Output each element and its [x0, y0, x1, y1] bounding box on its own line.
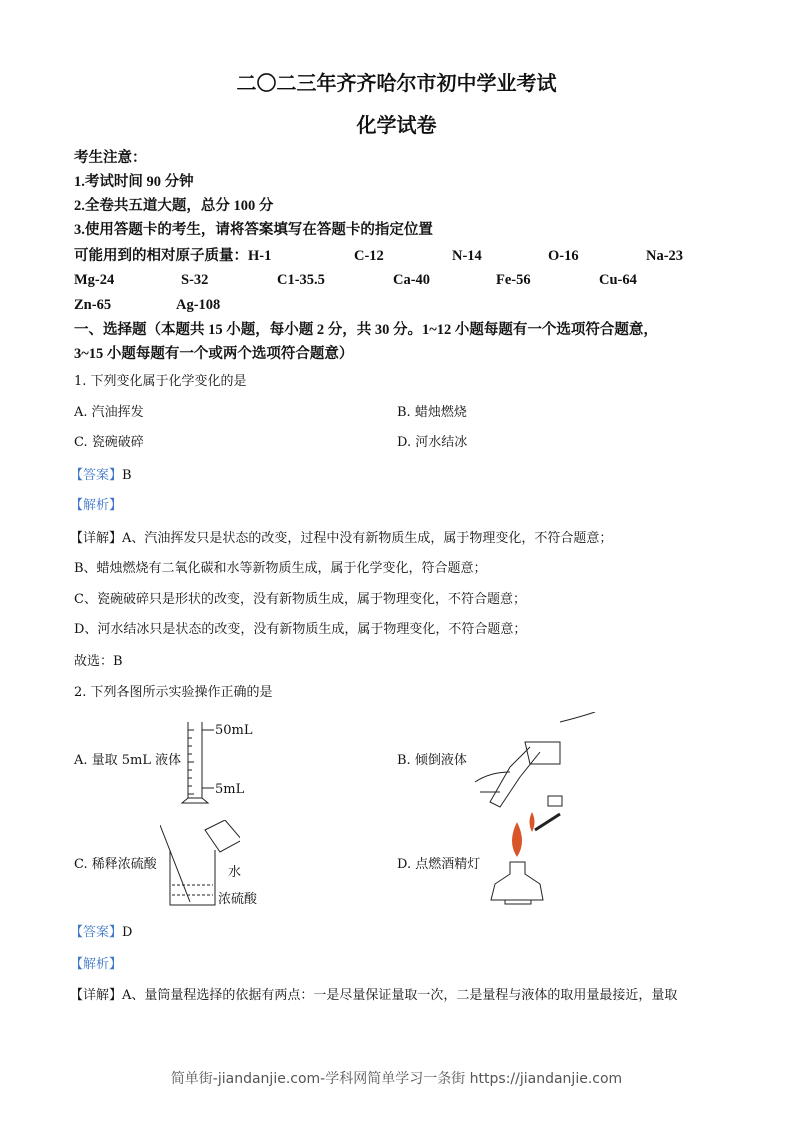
detail-text: B、蜡烛燃烧有二氧化碳和水等新物质生成，属于化学变化，符合题意；: [74, 561, 487, 576]
question-stem: 2. 下列各图所示实验操作正确的是: [74, 685, 273, 700]
fig-label: 浓硫酸: [218, 892, 258, 907]
atomic-mass: H-1: [248, 248, 272, 264]
footer-watermark: 简单街-jiandanjie.com-学科网简单学习一条街 https://jiandanjie.com: [170, 1071, 623, 1087]
pouring-liquid-figure: [470, 712, 600, 812]
atomic-mass: Zn-65: [74, 297, 112, 313]
atomic-mass: S-32: [181, 272, 209, 288]
section-heading: 一、选择题（本题共 15 小题，每小题 2 分，共 30 分。1~12 小题每题有一个选项符合题意，: [74, 322, 658, 338]
notice-heading: 考生注意：: [74, 150, 147, 166]
detail-tag: 【详解】: [70, 531, 123, 546]
atomic-mass: Cu-64: [599, 272, 637, 288]
option: B. 蜡烛燃烧: [397, 405, 467, 420]
detail-tag: 【详解】: [70, 988, 123, 1003]
question-stem: 1. 下列变化属于化学变化的是: [74, 374, 247, 389]
atomic-mass: C1-35.5: [277, 272, 325, 288]
option: D. 河水结冰: [397, 435, 468, 450]
analysis-tag: 【解析】: [70, 498, 123, 513]
answer: D: [122, 925, 133, 940]
detail-text: A、汽油挥发只是状态的改变，过程中没有新物质生成，属于物理变化，不符合题意；: [122, 531, 613, 546]
atomic-mass: C-12: [354, 248, 384, 264]
page-subtitle: 化学试卷: [356, 113, 437, 137]
section-heading: 3~15 小题每题有一个或两个选项符合题意）: [74, 346, 354, 362]
atomic-label: 可能用到的相对原子质量：: [74, 248, 248, 264]
detail-text: C、瓷碗破碎只是形状的改变，没有新物质生成，属于物理变化，不符合题意；: [74, 592, 526, 607]
option: A. 量取 5mL 液体: [74, 753, 182, 768]
page-title: 二〇二三年齐齐哈尔市初中学业考试: [236, 71, 557, 95]
notice-item: 1.考试时间 90 分钟: [74, 174, 194, 190]
option: A. 汽油挥发: [74, 405, 144, 420]
atomic-mass: Fe-56: [496, 272, 531, 288]
alcohol-lamp-figure: [485, 812, 575, 912]
detail-text: A、量筒量程选择的依据有两点：一是尽量保证量取一次，二是量程与液体的取用量最接近，量取: [122, 988, 678, 1003]
answer-tag: 【答案】: [70, 468, 123, 483]
fig-label: 5mL: [215, 782, 245, 797]
option: B. 倾倒液体: [397, 753, 467, 768]
atomic-mass: N-14: [452, 248, 482, 264]
atomic-mass: Na-23: [646, 248, 684, 264]
analysis-tag: 【解析】: [70, 957, 123, 972]
option: C. 稀释浓硫酸: [74, 857, 157, 872]
answer: B: [122, 468, 132, 483]
atomic-mass: Mg-24: [74, 272, 115, 288]
fig-label: 水: [228, 865, 242, 880]
atomic-mass: Ag-108: [176, 297, 221, 313]
fig-label: 50mL: [215, 723, 253, 738]
answer-tag: 【答案】: [70, 925, 123, 940]
atomic-mass: O-16: [548, 248, 579, 264]
conclusion: 故选：B: [74, 654, 123, 669]
option: C. 瓷碗破碎: [74, 435, 144, 450]
detail-text: D、河水结冰只是状态的改变，没有新物质生成，属于物理变化，不符合题意；: [74, 622, 527, 637]
notice-item: 3.使用答题卡的考生，请将答案填写在答题卡的指定位置: [74, 222, 433, 238]
option: D. 点燃酒精灯: [397, 857, 481, 872]
atomic-mass: Ca-40: [393, 272, 431, 288]
notice-item: 2.全卷共五道大题，总分 100 分: [74, 198, 274, 214]
